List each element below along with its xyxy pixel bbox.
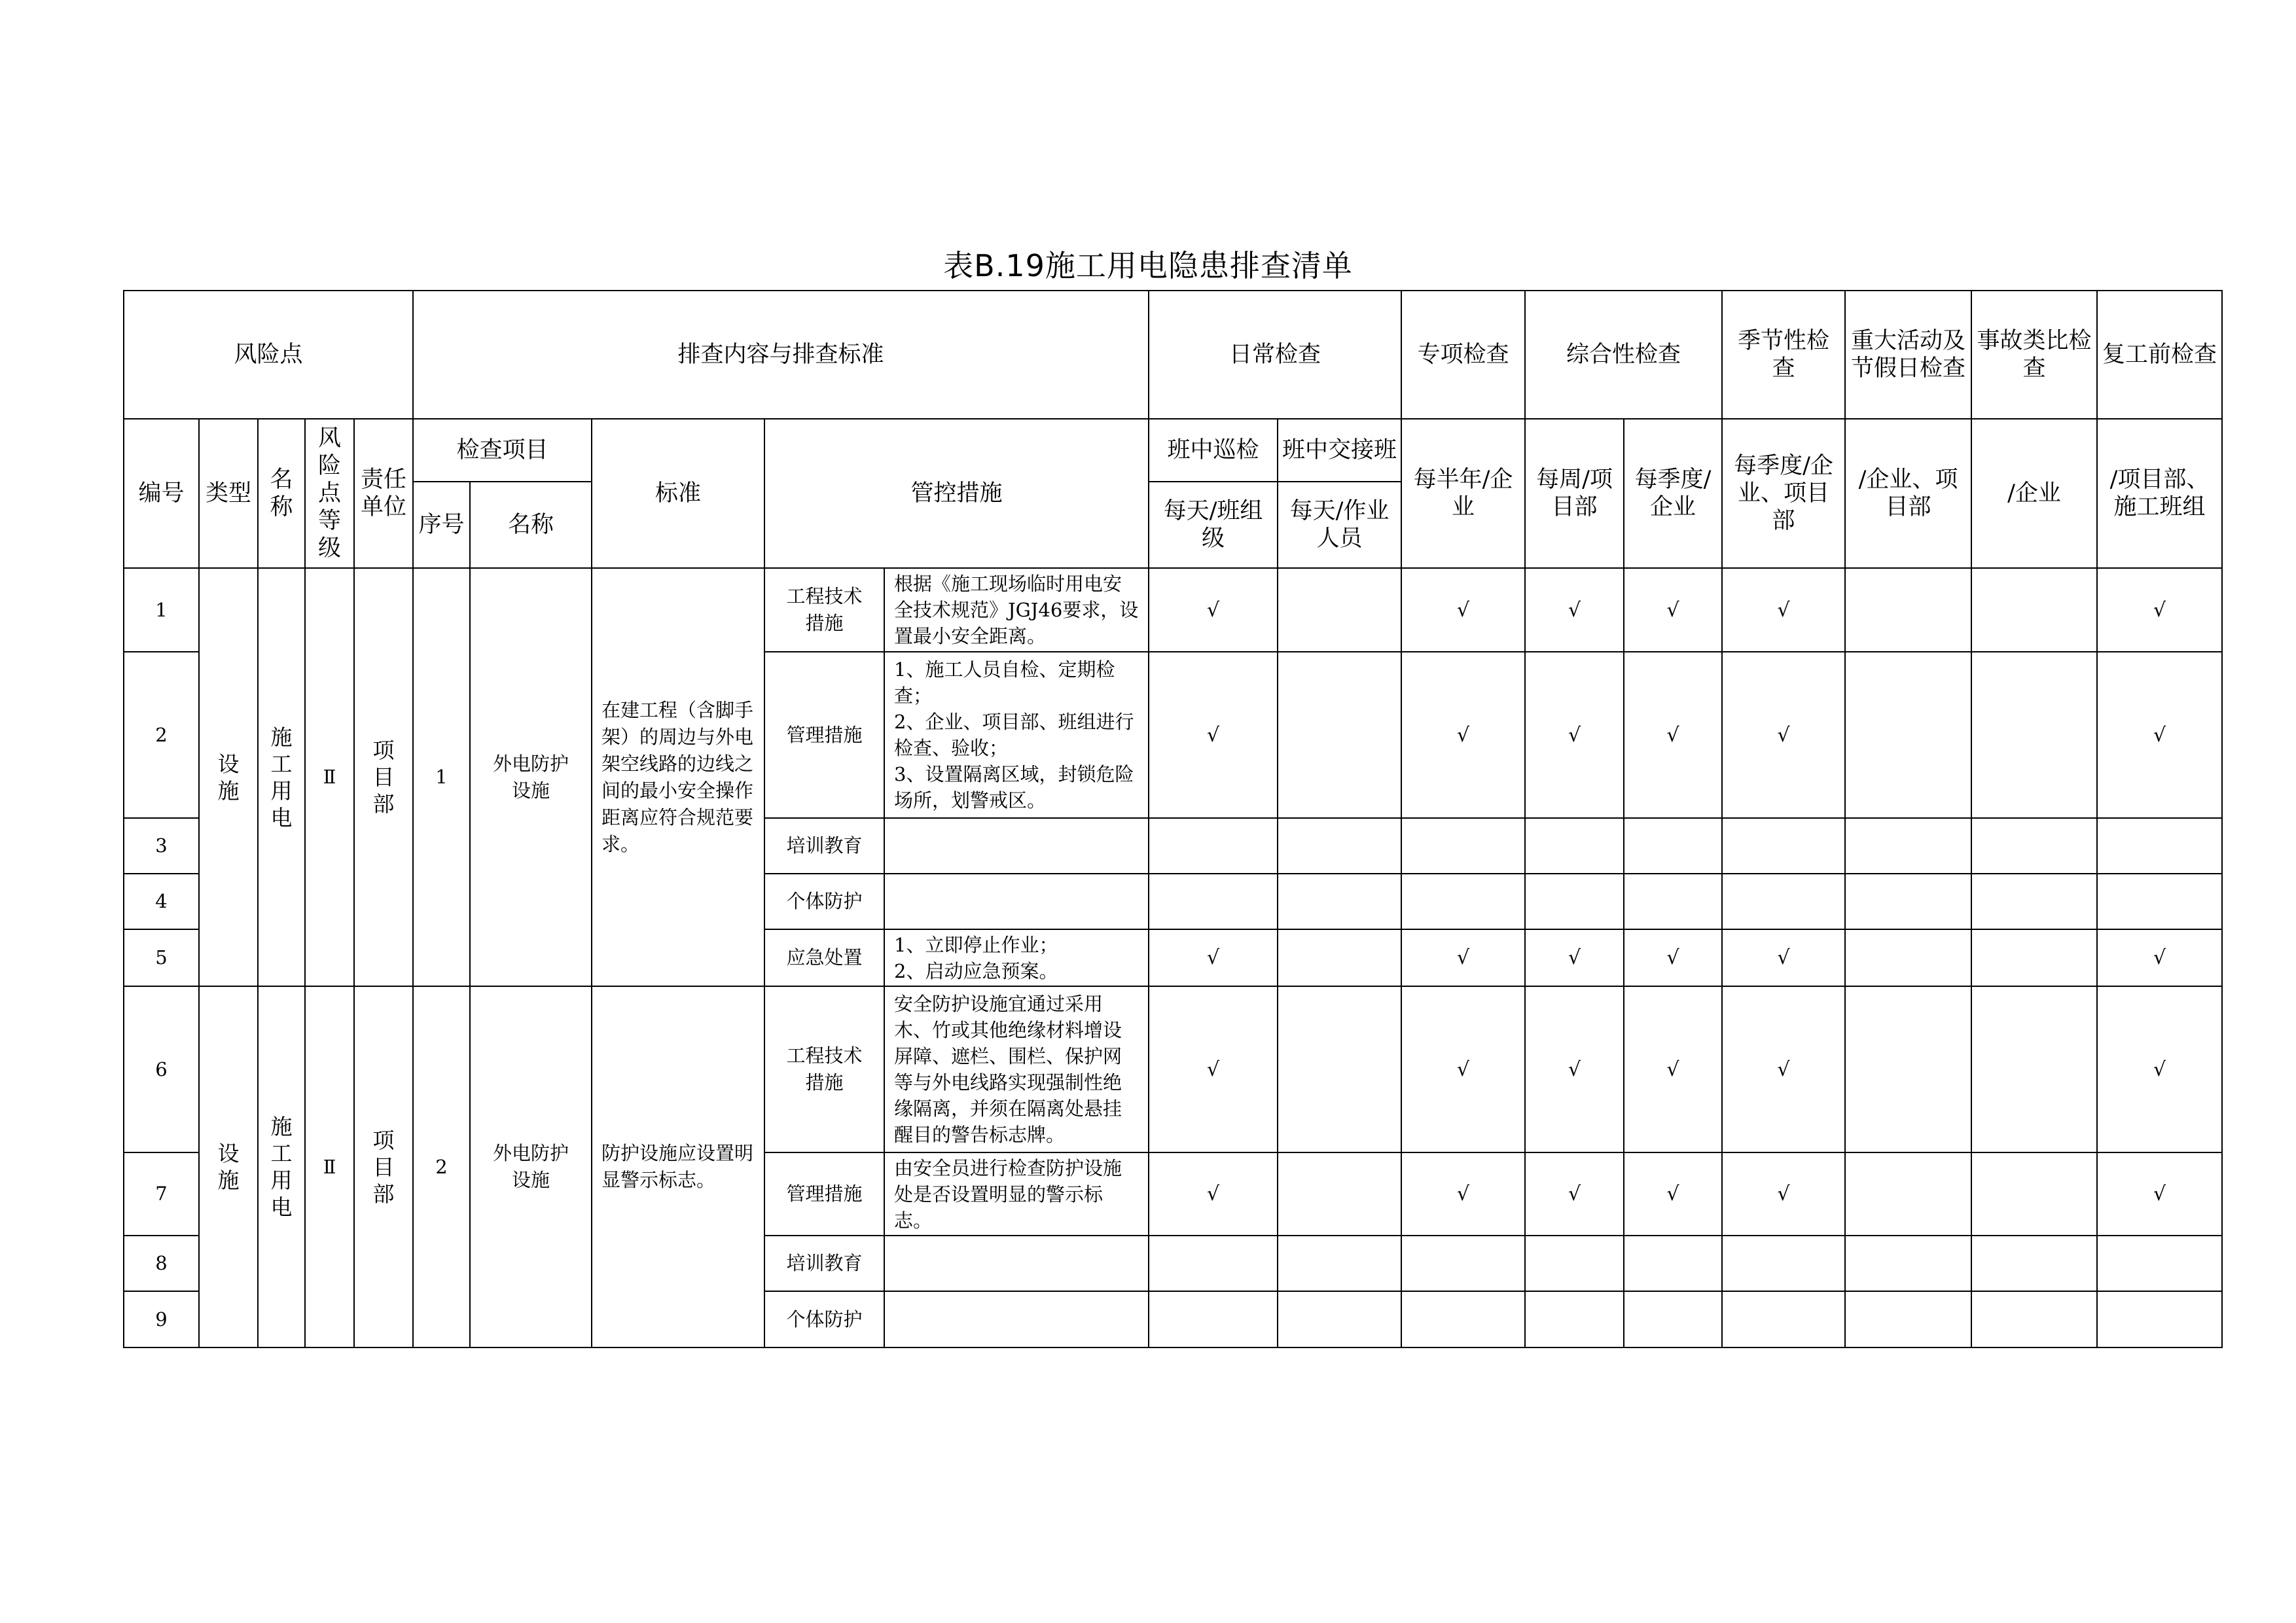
check-mark: √ — [1777, 1183, 1790, 1205]
header-comp-weekly: 每周/项目部 — [1525, 419, 1624, 568]
check-cell — [2097, 818, 2222, 874]
check-cell — [1278, 929, 1401, 986]
cell-measure-type — [764, 652, 884, 818]
cell-measure-type-text: 个体防护 — [786, 1308, 863, 1330]
header-special-check: 专项检查 — [1401, 291, 1525, 419]
check-cell — [1971, 568, 2097, 652]
check-cell — [1401, 568, 1525, 652]
check-cell — [1525, 568, 1624, 652]
check-cell — [1278, 818, 1401, 874]
check-cell — [1971, 1236, 2097, 1291]
check-cell — [1525, 818, 1624, 874]
check-cell — [1971, 1291, 2097, 1347]
row-no: 6 — [124, 986, 199, 1152]
cell-resp-unit — [354, 986, 413, 1347]
header-check-item: 检查项目 — [413, 419, 592, 482]
cell-measure-type-text: 应急处置 — [786, 946, 863, 969]
check-cell — [1149, 652, 1278, 818]
header-resp-unit: 责任单位 — [354, 419, 413, 568]
header-handover: 班中交接班 — [1278, 419, 1401, 482]
check-cell — [1149, 568, 1278, 652]
header-comprehensive-check: 综合性检查 — [1525, 291, 1722, 419]
check-mark: √ — [1777, 723, 1790, 747]
header-content-standard: 排查内容与排查标准 — [413, 291, 1149, 419]
check-cell — [1525, 1236, 1624, 1291]
cell-item-name-text: 外电防护设施 — [492, 1142, 569, 1191]
check-cell — [2097, 652, 2222, 818]
check-cell — [1971, 818, 2097, 874]
check-cell — [1149, 1291, 1278, 1347]
check-mark: √ — [2153, 1183, 2166, 1205]
check-cell — [2097, 1236, 2222, 1291]
header-accident-freq: /企业 — [1971, 419, 2097, 568]
check-mark: √ — [1206, 1183, 1220, 1205]
check-mark: √ — [2153, 598, 2166, 622]
check-mark: √ — [2153, 1058, 2166, 1081]
check-mark: √ — [1777, 1058, 1790, 1081]
row-no: 8 — [124, 1236, 199, 1291]
check-mark: √ — [1777, 946, 1790, 969]
cell-measure — [884, 818, 1149, 874]
cell-type — [199, 568, 258, 986]
check-cell — [1401, 818, 1525, 874]
check-cell — [1525, 874, 1624, 929]
hazard-checklist-table — [123, 290, 2223, 1348]
header-resume-check: 复工前检查 — [2097, 291, 2222, 419]
check-mark: √ — [1568, 598, 1581, 622]
check-cell — [1624, 1291, 1722, 1347]
check-mark: √ — [1568, 1183, 1581, 1205]
check-mark: √ — [1456, 946, 1470, 969]
cell-measure-type — [764, 818, 884, 874]
check-cell — [1845, 1236, 1971, 1291]
cell-measure-type — [764, 1152, 884, 1236]
check-cell — [1722, 1152, 1845, 1236]
check-cell — [1624, 818, 1722, 874]
header-patrol-freq: 每天/班组级 — [1149, 482, 1278, 568]
check-cell — [1401, 874, 1525, 929]
cell-resp-unit — [354, 568, 413, 986]
check-mark: √ — [1456, 723, 1470, 747]
check-cell — [1624, 1152, 1722, 1236]
row-no: 2 — [124, 652, 199, 818]
cell-measure — [884, 1291, 1149, 1347]
check-cell — [1278, 568, 1401, 652]
cell-measure-type-text: 个体防护 — [786, 890, 863, 912]
header-resume-freq: /项目部、施工班组 — [2097, 419, 2222, 568]
cell-name-text: 施工用电 — [270, 724, 293, 830]
check-cell — [1722, 568, 1845, 652]
check-cell — [1722, 986, 1845, 1152]
check-cell — [1278, 1152, 1401, 1236]
header-comp-quarterly: 每季度/企业 — [1624, 419, 1722, 568]
check-mark: √ — [1666, 1183, 1679, 1205]
cell-measure: 1、立即停止作业； 2、启动应急预案。 — [884, 929, 1149, 986]
row-no: 1 — [124, 568, 199, 652]
check-mark: √ — [1568, 723, 1581, 747]
check-cell — [1278, 652, 1401, 818]
cell-standard: 防护设施应设置明显警示标志。 — [592, 986, 764, 1347]
header-patrol: 班中巡检 — [1149, 419, 1278, 482]
check-cell — [1149, 929, 1278, 986]
cell-measure-type — [764, 1236, 884, 1291]
header-holiday-check: 重大活动及节假日检查 — [1845, 291, 1971, 419]
check-cell — [1525, 986, 1624, 1152]
check-cell — [1971, 1152, 2097, 1236]
check-cell — [1845, 1291, 1971, 1347]
header-seasonal-check: 季节性检查 — [1722, 291, 1845, 419]
cell-seq: 1 — [413, 568, 470, 986]
check-cell — [1401, 1291, 1525, 1347]
cell-measure — [884, 1236, 1149, 1291]
check-cell — [1845, 874, 1971, 929]
cell-risk-level: Ⅱ — [305, 568, 354, 986]
header-holiday-freq: /企业、项目部 — [1845, 419, 1971, 568]
page-title: 表B.19施工用电隐患排查清单 — [943, 248, 1353, 283]
check-mark: √ — [1456, 1058, 1470, 1081]
check-cell — [1971, 652, 2097, 818]
check-cell — [1278, 986, 1401, 1152]
header-risk-level: 风险点等级 — [305, 419, 354, 568]
check-cell — [1722, 1236, 1845, 1291]
cell-measure: 1、施工人员自检、定期检查； 2、企业、项目部、班组进行检查、验收； 3、设置隔离区域，封锁危险场所，划警戒区。 — [884, 652, 1149, 818]
check-cell — [1149, 818, 1278, 874]
check-cell — [1845, 818, 1971, 874]
cell-type-text: 设施 — [217, 1141, 240, 1193]
check-mark: √ — [1456, 598, 1470, 622]
check-cell — [1525, 1152, 1624, 1236]
check-mark: √ — [1206, 946, 1220, 969]
check-mark: √ — [1456, 1183, 1470, 1205]
header-type: 类型 — [199, 419, 258, 568]
cell-seq: 2 — [413, 986, 470, 1347]
check-cell — [1722, 929, 1845, 986]
cell-measure-type-text: 工程技术措施 — [786, 585, 863, 634]
check-cell — [1845, 986, 1971, 1152]
check-cell — [1401, 929, 1525, 986]
cell-measure-type-text: 培训教育 — [786, 1252, 863, 1274]
check-mark: √ — [1666, 598, 1679, 622]
check-cell — [1149, 1236, 1278, 1291]
row-no: 3 — [124, 818, 199, 874]
check-mark: √ — [1666, 723, 1679, 747]
row-no: 9 — [124, 1291, 199, 1347]
header-seasonal-freq: 每季度/企业、项目部 — [1722, 419, 1845, 568]
check-cell — [1845, 568, 1971, 652]
check-mark: √ — [1568, 1058, 1581, 1081]
check-cell — [2097, 568, 2222, 652]
header-seq: 序号 — [413, 482, 470, 568]
check-cell — [1525, 652, 1624, 818]
check-cell — [1525, 1291, 1624, 1347]
check-mark: √ — [1666, 1058, 1679, 1081]
header-special-freq: 每半年/企业 — [1401, 419, 1525, 568]
check-cell — [1525, 929, 1624, 986]
cell-standard: 在建工程（含脚手架）的周边与外电架空线路的边线之间的最小安全操作距离应符合规范要求。 — [592, 568, 764, 986]
check-cell — [2097, 874, 2222, 929]
check-cell — [1722, 652, 1845, 818]
table-row — [124, 986, 2222, 1152]
check-cell — [1278, 874, 1401, 929]
table-row — [124, 568, 2222, 652]
row-no: 7 — [124, 1152, 199, 1236]
check-cell — [2097, 929, 2222, 986]
check-mark: √ — [2153, 946, 2166, 969]
check-cell — [1722, 874, 1845, 929]
cell-item-name — [470, 568, 592, 986]
header-handover-freq: 每天/作业人员 — [1278, 482, 1401, 568]
header-name: 名称 — [258, 419, 305, 568]
check-mark: √ — [1666, 946, 1679, 969]
cell-measure-type — [764, 874, 884, 929]
cell-name-text: 施工用电 — [270, 1114, 293, 1220]
header-risk-point: 风险点 — [124, 291, 413, 419]
check-cell — [1624, 986, 1722, 1152]
check-cell — [1278, 1236, 1401, 1291]
cell-measure: 根据《施工现场临时用电安全技术规范》JGJ46要求，设置最小安全距离。 — [884, 568, 1149, 652]
cell-measure: 由安全员进行检查防护设施处是否设置明显的警示标志。 — [884, 1152, 1149, 1236]
check-cell — [1971, 874, 2097, 929]
check-cell — [1624, 1236, 1722, 1291]
check-cell — [1401, 1236, 1525, 1291]
header-accident-check: 事故类比检查 — [1971, 291, 2097, 419]
check-cell — [1845, 1152, 1971, 1236]
cell-measure-type — [764, 929, 884, 986]
cell-item-name-text: 外电防护设施 — [492, 752, 569, 802]
check-cell — [1722, 1291, 1845, 1347]
cell-resp-unit-text: 项目部 — [372, 738, 395, 817]
check-cell — [1149, 874, 1278, 929]
cell-measure: 安全防护设施宜通过采用木、竹或其他绝缘材料增设屏障、遮栏、围栏、保护网等与外电线路实现强制性绝缘隔离，并须在隔离处悬挂醒目的警告标志牌。 — [884, 986, 1149, 1152]
check-mark: √ — [1206, 723, 1220, 747]
check-mark: √ — [2153, 723, 2166, 747]
check-cell — [1278, 1291, 1401, 1347]
cell-measure-type — [764, 568, 884, 652]
check-cell — [2097, 986, 2222, 1152]
header-item-name: 名称 — [470, 482, 592, 568]
check-mark: √ — [1206, 1058, 1220, 1081]
cell-measure-type — [764, 986, 884, 1152]
cell-measure — [884, 874, 1149, 929]
check-cell — [1845, 929, 1971, 986]
header-control-measures: 管控措施 — [764, 419, 1149, 568]
cell-type — [199, 986, 258, 1347]
check-cell — [1624, 652, 1722, 818]
cell-item-name — [470, 986, 592, 1347]
cell-name — [258, 568, 305, 986]
check-cell — [1624, 929, 1722, 986]
cell-type-text: 设施 — [217, 751, 240, 804]
check-cell — [1624, 874, 1722, 929]
check-cell — [1401, 1152, 1525, 1236]
header-standard: 标准 — [592, 419, 764, 568]
check-cell — [1971, 929, 2097, 986]
check-cell — [1149, 1152, 1278, 1236]
header-no: 编号 — [124, 419, 199, 568]
cell-measure-type-text: 培训教育 — [786, 834, 863, 857]
header-daily-check: 日常检查 — [1149, 291, 1401, 419]
check-cell — [1971, 986, 2097, 1152]
check-cell — [1624, 568, 1722, 652]
row-no: 4 — [124, 874, 199, 929]
check-cell — [2097, 1291, 2222, 1347]
check-cell — [2097, 1152, 2222, 1236]
check-cell — [1722, 818, 1845, 874]
cell-resp-unit-text: 项目部 — [372, 1127, 395, 1207]
cell-measure-type-text: 工程技术措施 — [786, 1044, 863, 1094]
check-cell — [1401, 986, 1525, 1152]
check-mark: √ — [1568, 946, 1581, 969]
check-cell — [1845, 652, 1971, 818]
cell-measure-type-text: 管理措施 — [786, 1183, 863, 1205]
check-mark: √ — [1777, 598, 1790, 622]
cell-name — [258, 986, 305, 1347]
check-mark: √ — [1206, 598, 1220, 622]
row-no: 5 — [124, 929, 199, 986]
cell-measure-type — [764, 1291, 884, 1347]
cell-measure-type-text: 管理措施 — [786, 723, 863, 746]
check-cell — [1149, 986, 1278, 1152]
check-cell — [1401, 652, 1525, 818]
cell-risk-level: Ⅱ — [305, 986, 354, 1347]
